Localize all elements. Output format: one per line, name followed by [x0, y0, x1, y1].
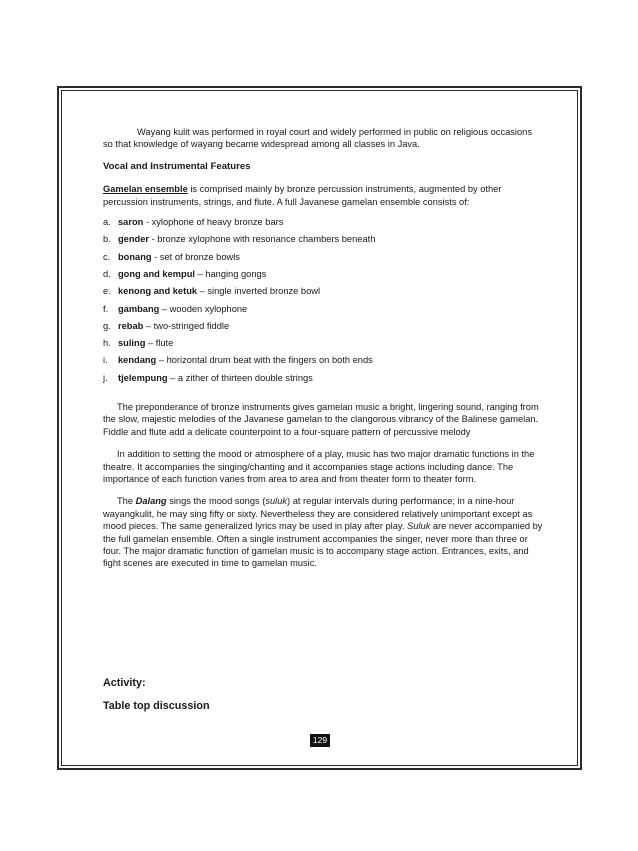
dalang-term: Dalang: [135, 496, 167, 507]
activity-subheading: Table top discussion: [103, 700, 210, 712]
gamelan-definition: [103, 183, 543, 208]
instrument-list: [103, 216, 543, 389]
list-letter: d.: [103, 268, 111, 279]
instrument-desc: - xylophone of heavy bronze bars: [143, 217, 284, 228]
instrument-desc: – horizontal drum beat with the fingers on both ends: [156, 355, 373, 366]
gamelan-definition-text: is comprised mainly by bronze percussion instruments, augmented by other percussion instruments, strings, and flute. A full Javanese gamelan ensemble consists of:: [103, 184, 502, 207]
instrument-desc: - bronze xylophone with resonance chambers beneath: [149, 234, 376, 245]
list-letter: h.: [103, 338, 111, 349]
dalang-the: The: [117, 496, 136, 507]
instrument-desc: – hanging gongs: [194, 268, 267, 279]
instrument-desc: - set of bronze bowls: [151, 251, 240, 262]
page-number: 129: [310, 734, 330, 747]
suluk-term-2: Suluk: [407, 521, 431, 532]
list-item: [103, 268, 543, 285]
intro-paragraph: Wayang kulit was performed in royal court and widely performed in public on religious occasions so that knowledge of wayang became widespread among all classes in Java.: [103, 127, 532, 150]
list-item: [103, 303, 543, 320]
instrument-name: kendang: [118, 355, 157, 366]
list-item: [103, 372, 543, 389]
instrument-name: saron: [118, 217, 144, 228]
instrument-name: gender: [118, 234, 149, 245]
list-item: [103, 337, 543, 354]
list-item: [103, 233, 543, 250]
dalang-paragraph: [103, 495, 543, 569]
section-heading: Vocal and Instrumental Features: [103, 160, 251, 172]
list-item: [103, 285, 543, 302]
instrument-name: kenong and ketuk: [118, 286, 198, 297]
instrument-desc: – flute: [145, 338, 174, 349]
instrument-name: bonang: [118, 251, 152, 262]
dalang-text-3: are never accompanied by the full gamelan ensemble. Often a single instrument accompanies the singer, never more than three or four. The major dramatic function of gamelan music is to accompany stage action. Entrances, exits, and fight scenes are executed in time to gamelan music.: [103, 521, 543, 569]
instrument-name: suling: [118, 338, 146, 349]
document-body: [103, 126, 543, 570]
bronze-paragraph: The preponderance of bronze instruments gives gamelan music a bright, lingering sound, ranging from the slow, majestic melodies of the Javanese gamelan to the clangorous vibrancy of the Balinese gamelan. Fiddle and flute add a delicate counterpoint to a four-square pattern of percussive melody: [103, 402, 539, 437]
mood-paragraph: In addition to setting the mood or atmosphere of a play, music has two major dramatic functions in the theatre. It accompanies the singing/chanting and it accompanies stage actions including dance. The importance of each function varies from area to area and from theater form to theater form.: [103, 449, 535, 485]
list-letter: b.: [103, 234, 111, 245]
dalang-text-1: sings the mood songs (: [166, 496, 266, 507]
instrument-name: gambang: [118, 303, 160, 314]
instrument-desc: – two-stringed fiddle: [143, 320, 230, 331]
list-letter: i.: [103, 355, 108, 366]
activity-heading: Activity:: [103, 677, 146, 689]
list-item: [103, 354, 543, 371]
list-letter: g.: [103, 320, 111, 331]
list-item: [103, 251, 543, 268]
instrument-name: tjelempung: [118, 372, 168, 383]
instrument-desc: – wooden xylophone: [159, 303, 248, 314]
list-letter: j.: [103, 372, 108, 383]
list-letter: a.: [103, 217, 111, 228]
list-item: [103, 216, 543, 233]
suluk-term: suluk: [265, 496, 288, 507]
dalang-text-2: ) at regular intervals during performance; in a nine-hour wayangkulit, he may sing fifty or sixty. Nevertheless they are considered relatively unimportant except as mood pieces. The same generalized lyrics may be used in play after play.: [103, 496, 533, 532]
list-letter: e.: [103, 286, 111, 297]
list-letter: c.: [103, 251, 111, 262]
instrument-name: gong and kempul: [118, 268, 195, 279]
instrument-desc: – a zither of thirteen double strings: [167, 372, 313, 383]
list-letter: f.: [103, 303, 109, 314]
instrument-name: rebab: [118, 320, 144, 331]
instrument-desc: – single inverted bronze bowl: [197, 286, 321, 297]
list-item: [103, 320, 543, 337]
gamelan-term: Gamelan ensemble: [103, 184, 188, 195]
